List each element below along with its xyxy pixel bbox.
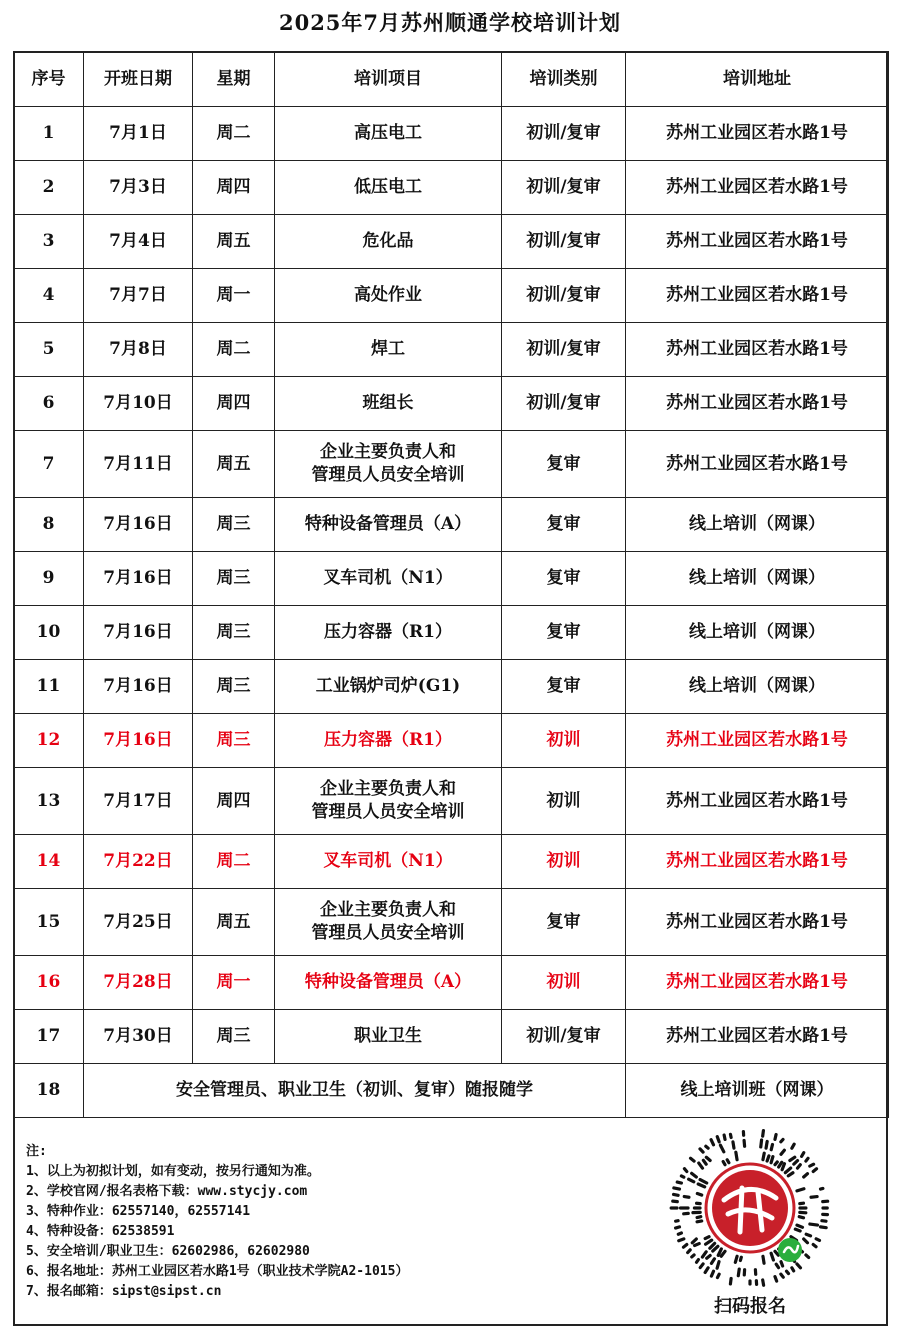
- cell-project: [275, 889, 502, 956]
- cell-no: 3: [14, 215, 84, 269]
- qr-code-bar: [776, 1264, 778, 1267]
- cell-weekday: 周三: [193, 714, 275, 768]
- cell-no: 18: [14, 1064, 84, 1118]
- cell-address: 苏州工业园区若水路1号: [626, 1010, 889, 1064]
- cell-type: 初训: [502, 956, 626, 1010]
- notes-block: [26, 1142, 626, 1302]
- cell-date: 7月16日: [84, 714, 193, 768]
- cell-type: 初训/复审: [502, 1010, 626, 1064]
- cell-weekday: 周五: [193, 431, 275, 498]
- project-line: 叉车司机（N1）: [323, 851, 453, 871]
- cell-no: 2: [14, 161, 84, 215]
- cell-date: 7月8日: [84, 323, 193, 377]
- cell-address: 苏州工业园区若水路1号: [626, 889, 889, 956]
- cell-project: [275, 1010, 502, 1064]
- project-line: 高处作业: [354, 285, 422, 305]
- qr-code-bar: [711, 1271, 713, 1276]
- cell-date: 7月16日: [84, 552, 193, 606]
- qr-code-bar: [744, 1141, 745, 1147]
- qr-code-bar: [677, 1182, 681, 1183]
- qr-code-bar: [736, 1152, 737, 1159]
- qr-code-bar: [674, 1188, 680, 1189]
- cell-project: [275, 660, 502, 714]
- cell-type: 初训/复审: [502, 269, 626, 323]
- table-row: [14, 835, 889, 889]
- project-line: 特种设备管理员（A）: [304, 972, 472, 992]
- qr-code-bar: [804, 1174, 808, 1177]
- qr-code-bar: [710, 1243, 715, 1248]
- table-row: [14, 552, 889, 606]
- qr-code-bar: [692, 1173, 697, 1177]
- qr-code-bar: [697, 1221, 702, 1222]
- qr-code-bar: [706, 1146, 708, 1148]
- table-header-row: [14, 52, 889, 107]
- cell-no: 5: [14, 323, 84, 377]
- cell-no: 11: [14, 660, 84, 714]
- qr-code-bar: [691, 1158, 695, 1161]
- qr-code-bar: [810, 1164, 814, 1166]
- qr-code-bar: [676, 1227, 680, 1228]
- cell-project: [275, 768, 502, 835]
- cell-address: 苏州工业园区若水路1号: [626, 431, 889, 498]
- cell-address: 苏州工业园区若水路1号: [626, 835, 889, 889]
- qr-code-bar: [700, 1180, 707, 1183]
- qr-code-bar: [681, 1176, 683, 1177]
- qr-code-bar: [767, 1156, 769, 1161]
- qr-code-bar: [781, 1139, 783, 1141]
- qr-code-bar: [703, 1160, 706, 1164]
- cell-project: [275, 714, 502, 768]
- cell-address: 苏州工业园区若水路1号: [626, 215, 889, 269]
- qr-code-bar: [700, 1264, 703, 1268]
- qr-caption: 扫码报名: [714, 1296, 786, 1317]
- cell-project: [275, 161, 502, 215]
- qr-code-bar: [697, 1260, 699, 1263]
- qr-code-bar: [679, 1239, 684, 1241]
- qr-code-bar: [674, 1194, 679, 1195]
- qr-code-bar: [706, 1240, 712, 1244]
- qr-code-bar: [763, 1153, 764, 1160]
- qr-code-bar: [763, 1256, 764, 1263]
- cell-project: [275, 215, 502, 269]
- qr-code-bar: [724, 1135, 725, 1139]
- table-row: [14, 215, 889, 269]
- cell-weekday: 周三: [193, 1010, 275, 1064]
- header-address: 培训地址: [626, 52, 889, 107]
- qr-code-bar: [699, 1163, 703, 1168]
- qr-code-bar: [775, 1251, 778, 1255]
- cell-type: 复审: [502, 552, 626, 606]
- cell-date: 7月28日: [84, 956, 193, 1010]
- table-row: [14, 889, 889, 956]
- cell-address: 苏州工业园区若水路1号: [626, 768, 889, 835]
- cell-date: 7月10日: [84, 377, 193, 431]
- qr-code-bar: [721, 1251, 725, 1256]
- qr-code-bar: [763, 1280, 764, 1285]
- qr-code-bar: [717, 1262, 719, 1269]
- qr-code-bar: [795, 1229, 800, 1231]
- cell-date: 7月11日: [84, 431, 193, 498]
- cell-self-study: 安全管理员、职业卫生（初训、复审）随报随学: [84, 1064, 626, 1118]
- cell-project: [275, 835, 502, 889]
- qr-code-bar: [730, 1279, 731, 1284]
- cell-type: 初训: [502, 835, 626, 889]
- cell-type: 复审: [502, 606, 626, 660]
- qr-code-bar: [790, 1157, 795, 1160]
- note-line: 1、以上为初拟计划，如有变动，按另行通知为准。: [26, 1164, 320, 1179]
- cell-type: 初训: [502, 714, 626, 768]
- qr-code-bar: [688, 1250, 691, 1253]
- cell-weekday: 周三: [193, 660, 275, 714]
- cell-address: 苏州工业园区若水路1号: [626, 377, 889, 431]
- qr-code-bar: [695, 1244, 700, 1246]
- cell-address: 线上培训（网课）: [626, 660, 889, 714]
- qr-code-bar: [792, 1268, 794, 1271]
- cell-address: 苏州工业园区若水路1号: [626, 161, 889, 215]
- cell-project: [275, 107, 502, 161]
- header-date: 开班日期: [84, 52, 193, 107]
- cell-address: 线上培训（网课）: [626, 552, 889, 606]
- qr-code-bar: [797, 1165, 800, 1168]
- qr-code-bar: [717, 1137, 719, 1142]
- project-line: 职业卫生: [354, 1026, 422, 1046]
- qr-code-bar: [797, 1189, 804, 1191]
- qr-code-bar: [810, 1224, 818, 1225]
- cell-date: 7月25日: [84, 889, 193, 956]
- qr-code-bar: [785, 1168, 790, 1173]
- table-row: [14, 606, 889, 660]
- table-row: [14, 498, 889, 552]
- qr-code-bar: [821, 1188, 823, 1189]
- qr-code-bar: [697, 1217, 701, 1218]
- cell-no: 9: [14, 552, 84, 606]
- header-project: 培训项目: [275, 52, 502, 107]
- qr-code-bar: [723, 1162, 725, 1165]
- qr-code-bar: [781, 1262, 783, 1266]
- project-line: 焊工: [371, 339, 405, 359]
- qr-code-bar: [821, 1227, 827, 1228]
- header-weekday: 星期: [193, 52, 275, 107]
- qr-code-bar: [761, 1140, 762, 1147]
- qr-code-bar: [683, 1245, 686, 1248]
- qr-code-bar: [813, 1169, 816, 1172]
- qr-code-bar: [813, 1245, 816, 1247]
- cell-no: 12: [14, 714, 84, 768]
- cell-type: 初训/复审: [502, 107, 626, 161]
- qr-code-bar: [700, 1149, 703, 1152]
- table-row: [14, 431, 889, 498]
- qr-code-bar: [678, 1233, 681, 1234]
- qr-code-bar: [730, 1134, 731, 1137]
- header-no: 序号: [14, 52, 84, 107]
- cell-no: 16: [14, 956, 84, 1010]
- cell-weekday: 周四: [193, 377, 275, 431]
- cell-address: 苏州工业园区若水路1号: [626, 956, 889, 1010]
- cell-type: 初训/复审: [502, 215, 626, 269]
- cell-project: [275, 606, 502, 660]
- cell-date: 7月30日: [84, 1010, 193, 1064]
- table-row: [14, 660, 889, 714]
- cell-no: 17: [14, 1010, 84, 1064]
- qr-code-bar: [705, 1237, 709, 1239]
- qr-code-bar: [775, 1162, 777, 1165]
- note-line: 3、特种作业：62557140，62557141: [26, 1204, 251, 1219]
- qr-code-bar: [727, 1160, 729, 1163]
- qr-code-bar: [692, 1255, 694, 1257]
- cell-weekday: 周四: [193, 768, 275, 835]
- qr-code-bar: [811, 1197, 817, 1198]
- qr-code-bar: [788, 1173, 793, 1176]
- project-line: 企业主要负责人和: [320, 442, 456, 462]
- project-line: 特种设备管理员（A）: [304, 514, 472, 534]
- cell-weekday: 周四: [193, 161, 275, 215]
- cell-no: 1: [14, 107, 84, 161]
- qr-code-bar: [702, 1252, 706, 1257]
- project-line: 低压电工: [354, 177, 422, 197]
- table-row: [14, 768, 889, 835]
- cell-type: 初训/复审: [502, 161, 626, 215]
- cell-date: 7月17日: [84, 768, 193, 835]
- note-line: 2、学校官网/报名表格下载：www.stycjy.com: [26, 1184, 308, 1199]
- header-type: 培训类别: [502, 52, 626, 107]
- cell-date: 7月1日: [84, 107, 193, 161]
- table-row: [14, 956, 889, 1010]
- cell-date: 7月22日: [84, 835, 193, 889]
- note-line: 7、报名邮箱：sipst@sipst.cn: [26, 1284, 222, 1299]
- project-line: 管理员人员安全培训: [311, 802, 465, 822]
- cell-no: 6: [14, 377, 84, 431]
- cell-date: 7月7日: [84, 269, 193, 323]
- cell-address: 线上培训（网课）: [626, 498, 889, 552]
- qr-code-bar: [797, 1225, 802, 1227]
- project-line: 压力容器（R1）: [324, 730, 452, 750]
- table-row: [14, 323, 889, 377]
- qr-code-bar: [771, 1157, 773, 1163]
- qr-code-bar: [799, 1217, 803, 1218]
- qr-code-bar: [806, 1234, 810, 1236]
- qr-code-bar: [797, 1264, 801, 1268]
- cell-type: 复审: [502, 660, 626, 714]
- qr-code-bar: [771, 1253, 773, 1260]
- cell-type: 复审: [502, 498, 626, 552]
- qr-code-bar: [775, 1135, 776, 1140]
- page-title: 2025年7月苏州顺通学校培训计划: [278, 10, 622, 35]
- qr-code-bar: [697, 1194, 701, 1196]
- project-line: 企业主要负责人和: [320, 900, 456, 920]
- project-line: 管理员人员安全培训: [311, 923, 465, 943]
- cell-project: [275, 552, 502, 606]
- qr-code-bar: [766, 1141, 767, 1148]
- qr-code-bar: [806, 1158, 808, 1161]
- mini-program-icon: [778, 1238, 802, 1262]
- qr-code-bar: [711, 1259, 714, 1264]
- cell-no: 14: [14, 835, 84, 889]
- qr-code-bar: [822, 1221, 826, 1222]
- qr-code-bar: [705, 1268, 708, 1273]
- cell-no: 8: [14, 498, 84, 552]
- cell-project: [275, 269, 502, 323]
- cell-address: 苏州工业园区若水路1号: [626, 323, 889, 377]
- project-line: 管理员人员安全培训: [311, 465, 465, 485]
- cell-weekday: 周三: [193, 498, 275, 552]
- qr-code-bar: [717, 1274, 719, 1277]
- cell-no: 4: [14, 269, 84, 323]
- table-row: [14, 714, 889, 768]
- cell-project: [275, 431, 502, 498]
- qr-code-bar: [806, 1255, 809, 1258]
- cell-no: 15: [14, 889, 84, 956]
- cell-no: 13: [14, 768, 84, 835]
- cell-type: 初训: [502, 768, 626, 835]
- qr-code-bar: [733, 1142, 734, 1148]
- qr-code-bar: [692, 1239, 696, 1243]
- cell-no: 7: [14, 431, 84, 498]
- qr-code-bar: [689, 1179, 694, 1182]
- qr-code-bar: [673, 1201, 678, 1202]
- cell-weekday: 周五: [193, 889, 275, 956]
- cell-weekday: 周五: [193, 215, 275, 269]
- cell-address: 线上培训班（网课）: [626, 1064, 889, 1118]
- cell-weekday: 周一: [193, 269, 275, 323]
- table-row: [14, 107, 889, 161]
- cell-project: [275, 377, 502, 431]
- cell-date: 7月16日: [84, 660, 193, 714]
- note-line: 5、安全培训/职业卫生：62602986，62602980: [26, 1244, 310, 1259]
- qr-code-bar: [787, 1271, 789, 1273]
- table-row: [14, 269, 889, 323]
- qr-code-bar: [775, 1277, 777, 1281]
- table-row: [14, 161, 889, 215]
- qr-code-bar: [794, 1161, 798, 1165]
- cell-project: [275, 498, 502, 552]
- project-line: 压力容器（R1）: [324, 622, 452, 642]
- project-line: 班组长: [362, 393, 414, 413]
- qr-code-bar: [698, 1184, 704, 1187]
- qr-code-bar: [740, 1257, 741, 1260]
- project-line: 工业锅炉司炉(G1): [315, 676, 461, 696]
- cell-type: 初训/复审: [502, 323, 626, 377]
- cell-date: 7月4日: [84, 215, 193, 269]
- project-line: 企业主要负责人和: [320, 779, 456, 799]
- qr-code-bar: [771, 1144, 772, 1149]
- cell-date: 7月3日: [84, 161, 193, 215]
- qr-code-bar: [684, 1197, 689, 1198]
- qr-code-bar: [779, 1162, 782, 1167]
- project-line: 危化品: [362, 231, 414, 251]
- note-line: 6、报名地址：苏州工业园区若水路1号（职业技术学院A2-1015）: [26, 1264, 409, 1279]
- cell-address: 线上培训（网课）: [626, 606, 889, 660]
- qr-code-bar: [816, 1239, 819, 1241]
- notes-heading: 注:: [26, 1144, 47, 1159]
- cell-type: 复审: [502, 431, 626, 498]
- cell-weekday: 周三: [193, 552, 275, 606]
- mini-program-qr-code[interactable]: [662, 1128, 838, 1288]
- cell-type: 初训/复审: [502, 377, 626, 431]
- cell-address: 苏州工业园区若水路1号: [626, 269, 889, 323]
- table-row-last: [14, 1064, 889, 1118]
- table-body: [14, 107, 889, 1064]
- qr-code-bar: [781, 1274, 783, 1277]
- qr-code-bar: [781, 1150, 784, 1154]
- qr-code-bar: [684, 1169, 686, 1172]
- cell-date: 7月16日: [84, 498, 193, 552]
- cell-no: 10: [14, 606, 84, 660]
- qr-code-bar: [792, 1144, 794, 1148]
- cell-address: 苏州工业园区若水路1号: [626, 107, 889, 161]
- table-row: [14, 1010, 889, 1064]
- qr-code-bar: [738, 1269, 739, 1276]
- qr-code-bar: [706, 1157, 710, 1160]
- cell-date: 7月16日: [84, 606, 193, 660]
- cell-address: 苏州工业园区若水路1号: [626, 714, 889, 768]
- qr-code-bar: [735, 1256, 737, 1262]
- qr-code-bar: [782, 1164, 784, 1170]
- qr-code-bar: [713, 1246, 718, 1251]
- table-row: [14, 377, 889, 431]
- cell-project: [275, 323, 502, 377]
- cell-weekday: 周一: [193, 956, 275, 1010]
- qr-code-bar: [763, 1131, 764, 1137]
- cell-weekday: 周三: [193, 606, 275, 660]
- cell-project: [275, 956, 502, 1010]
- qr-code-bar: [802, 1153, 804, 1157]
- project-line: 高压电工: [354, 123, 422, 143]
- project-line: 叉车司机（N1）: [323, 568, 453, 588]
- cell-type: 复审: [502, 889, 626, 956]
- note-line: 4、特种设备：62538591: [26, 1224, 175, 1239]
- cell-weekday: 周二: [193, 323, 275, 377]
- qr-code-bar: [804, 1239, 808, 1243]
- training-plan-table: [13, 51, 889, 1118]
- qr-code-bar: [711, 1140, 713, 1145]
- qr-code-bar: [707, 1255, 710, 1258]
- cell-weekday: 周二: [193, 107, 275, 161]
- cell-weekday: 周二: [193, 835, 275, 889]
- qr-code-bar: [720, 1145, 723, 1152]
